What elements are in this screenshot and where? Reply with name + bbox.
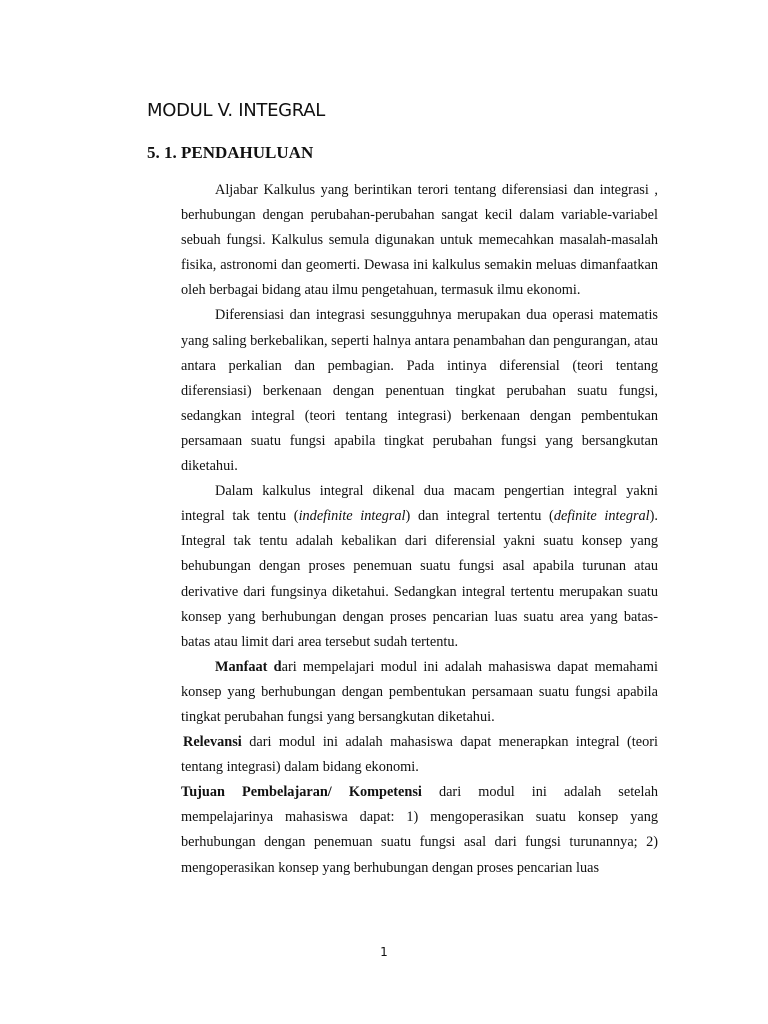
text-span: Dalam kalkulus integral dikenal dua macam pengertian integral yakni integral tak tentu ( (181, 483, 658, 525)
paragraph-relevance (181, 730, 658, 780)
body-text (181, 178, 658, 881)
text-span: ) dan integral tertentu ( (405, 508, 554, 525)
text-span: ari mempelajari modul ini adalah mahasiswa dapat memahami konsep yang berhubungan dengan pembentukan persamaan suatu fungsi apabila tingkat perubahan fungsi yang bersangkutan diketahui. (181, 658, 658, 725)
paragraph-integral-types (181, 479, 658, 655)
italic-term-indefinite: indefinite integral (298, 508, 406, 525)
section-heading: 5. 1. PENDAHULUAN (147, 143, 314, 162)
paragraph-introduction: Aljabar Kalkulus yang berintikan terori tentang diferensiasi dan integrasi , berhubungan dengan perubahan-perubahan sangat kecil dalam variable-variabel sebuah fungsi. Kalkulus semula digunakan untuk memecahkan masalah-masalah fisika, astronomi dan geomerti. Dewasa ini kalkulus semakin meluas dimanfaatkan oleh berbagai bidang atau ilmu pengetahuan, termasuk ilmu ekonomi. (181, 182, 658, 299)
paragraph-learning-objectives (181, 780, 658, 880)
paragraph-differentiation-integration: Diferensiasi dan integrasi sesungguhnya merupakan dua operasi matematis yang saling berkebalikan, seperti halnya antara penambahan dan pengurangan, atau antara perkalian dan pembagian. Pada intinya diferensial (teori tentang diferensiasi) berkenaan dengan penentuan tingkat perubahan suatu fungsi, sedangkan integral (teori tentang integrasi) berkenaan dengan pembentukan persamaan suatu fungsi apabila tingkat perubahan fungsi yang bersangkutan diketahui. (181, 307, 658, 475)
italic-term-definite: definite integral (553, 508, 650, 525)
bold-label-objectives: Tujuan Pembelajaran/ Kompetensi (181, 784, 422, 801)
text-span: dari modul ini adalah setelah mempelajarinya mahasiswa dapat: 1) mengoperasikan suatu konsep yang berhubungan dengan penemuan suatu fungsi asal dari fungsi turunannya; 2) mengoperasikan konsep yang berhubungan dengan proses pencarian luas (181, 784, 658, 876)
page-number: 1 (380, 945, 388, 959)
text-span: dari modul ini adalah mahasiswa dapat menerapkan integral (teori tentang integrasi) dalam bidang ekonomi. (181, 734, 658, 776)
bold-label-relevance: Relevansi (183, 734, 242, 751)
paragraph-benefit (181, 655, 658, 730)
text-span: ). Integral tak tentu adalah kebalikan dari diferensial yakni suatu konsep yang behubungan dengan proses penemuan suatu fungsi asal apabila turunan atau derivative dari fungsinya diketahui. Sedangkan integral tertentu merupakan suatu konsep yang berhubungan dengan proses pencarian luas suatu area yang batas-batas atau limit dari area tersebut sudah tertentu. (181, 508, 658, 650)
bold-label-benefit: Manfaat d (215, 658, 282, 675)
module-title: MODUL V. INTEGRAL (147, 100, 326, 121)
